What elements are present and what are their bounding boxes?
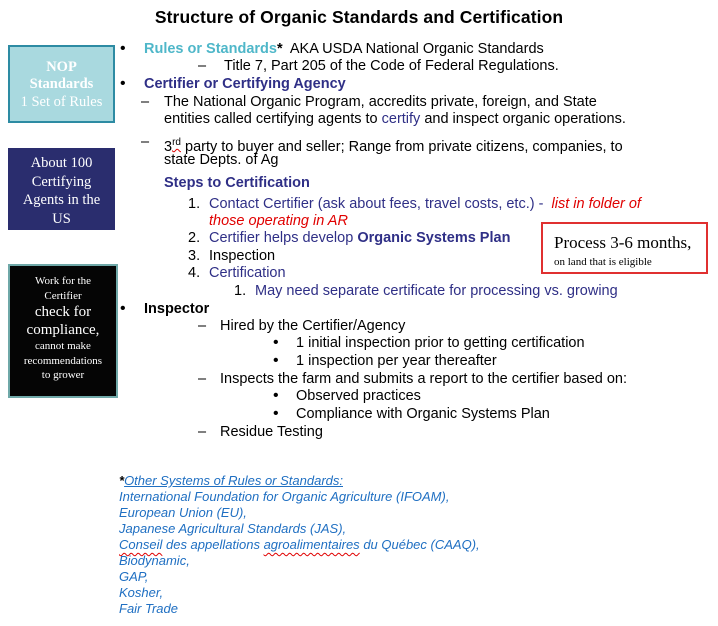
nop-line-2c: and inspect organic operations. (424, 111, 626, 127)
footer-item-caaq (119, 537, 480, 553)
certifier-heading: Certifier or Certifying Agency (144, 76, 346, 92)
nop-box-line: NOP (46, 59, 77, 75)
step-2 (209, 230, 510, 247)
page-title: Structure of Organic Standards and Certification (154, 7, 564, 27)
work-box-line: recommendations (23, 354, 103, 367)
step-num: 1. (188, 196, 201, 212)
footer-item: Fair Trade (119, 601, 178, 616)
sub-step-text: May need separate certificate for processing vs. growing (255, 283, 618, 299)
work-box-line: Certifier (44, 289, 82, 302)
work-for-certifier-box (8, 264, 118, 398)
step-num: 3. (188, 248, 201, 264)
hired-sub-1: 1 initial inspection prior to getting certification (296, 335, 585, 351)
certifying-agents-box (8, 148, 115, 230)
dash-icon: – (141, 134, 150, 150)
step-1-text: Contact Certifier (ask about fees, travel costs, etc.) - (209, 196, 544, 212)
caaq-word-3: agroalimentaires (263, 537, 360, 552)
third-sup: rd (172, 137, 181, 148)
agents-box-line: US (52, 210, 71, 227)
bullet-icon: • (273, 352, 279, 369)
nop-line-2a: entities called certifying agents to (164, 111, 378, 127)
footer-item: European Union (EU), (119, 505, 247, 520)
step-2-bold: Organic Systems Plan (357, 230, 511, 246)
footer-item: Biodynamic, (119, 553, 190, 568)
dash-icon: – (198, 318, 207, 334)
bullet-icon: • (273, 387, 279, 404)
rules-sub: Title 7, Part 205 of the Code of Federal Regulations. (224, 58, 559, 74)
work-box-line: cannot make (35, 340, 91, 353)
process-sub-text: on land that is eligible (554, 256, 652, 269)
third-num: 3 (164, 138, 173, 155)
footer-item: Japanese Agricultural Standards (JAS), (119, 521, 347, 536)
certify-word: certify (381, 111, 421, 127)
caaq-word-4: du Québec (CAAQ), (363, 537, 480, 552)
steps-heading: Steps to Certification (164, 175, 310, 191)
rules-aka: AKA USDA National Organic Standards (289, 41, 544, 57)
inspects-sub-2: Compliance with Organic Systems Plan (296, 406, 550, 422)
bullet-icon: • (120, 300, 126, 317)
nop-box-line: Standards (29, 76, 94, 93)
inspects-sub-1: Observed practices (296, 388, 421, 404)
caaq-word-2: des appellations (165, 537, 260, 552)
dash-icon: – (198, 424, 207, 440)
work-box-line: compliance, (26, 322, 100, 339)
process-duration-box (541, 222, 708, 274)
step-1-note-2: those operating in AR (209, 213, 348, 229)
inspects-line: Inspects the farm and submits a report to the certifier based on: (220, 371, 628, 387)
bullet-icon: • (273, 405, 279, 422)
residue-line: Residue Testing (220, 424, 323, 440)
step-2-text: Certifier helps develop (209, 230, 354, 246)
work-box-line: to grower (41, 369, 85, 382)
agents-box-line: Agents in the (22, 192, 101, 209)
footer-item: GAP, (119, 569, 149, 584)
hired-sub-2: 1 inspection per year thereafter (296, 353, 497, 369)
rules-star: * (276, 41, 283, 57)
bullet-icon: • (120, 40, 126, 57)
other-systems-heading[interactable]: Other Systems of Rules or Standards: (124, 473, 343, 488)
step-num: 4. (188, 265, 201, 281)
rules-line (144, 41, 544, 58)
footer-item: Kosher, (119, 585, 164, 600)
step-4-text: Certification (209, 265, 286, 281)
step-3-text: Inspection (209, 248, 276, 264)
work-box-line: check for (34, 304, 92, 321)
inspector-heading: Inspector (144, 301, 210, 317)
sub-step-num: 1. (234, 283, 247, 299)
hired-line: Hired by the Certifier/Agency (220, 318, 406, 334)
third-rest: party to buyer and seller; Range from private citizens, companies, to (185, 138, 623, 155)
footer-star: * (119, 473, 125, 488)
dash-icon: – (198, 371, 207, 387)
bullet-icon: • (273, 334, 279, 351)
other-systems-heading-line (119, 473, 343, 489)
agents-box-line: About 100 (30, 155, 93, 171)
dash-icon: – (198, 58, 207, 74)
step-1-note: list in folder of (551, 196, 641, 212)
nop-line-2 (164, 111, 626, 128)
bullet-icon: • (120, 75, 126, 92)
nop-standards-box (8, 45, 115, 123)
third-party-line-2: state Depts. of Ag (164, 152, 279, 168)
work-box-line: Work for the (35, 275, 91, 287)
dash-icon: – (141, 94, 150, 110)
caaq-word-1: Conseil (119, 537, 163, 552)
step-1 (209, 196, 641, 213)
step-num: 2. (188, 230, 201, 246)
nop-box-line: 1 Set of Rules (20, 93, 103, 110)
rules-heading: Rules or Standards (144, 41, 277, 57)
agents-box-line: Certifying (31, 173, 92, 190)
footer-item: International Foundation for Organic Agriculture (IFOAM), (119, 489, 450, 504)
process-main-text: Process 3-6 months, (554, 233, 692, 252)
nop-line-1: The National Organic Program, accredits private, foreign, and State (164, 94, 597, 110)
